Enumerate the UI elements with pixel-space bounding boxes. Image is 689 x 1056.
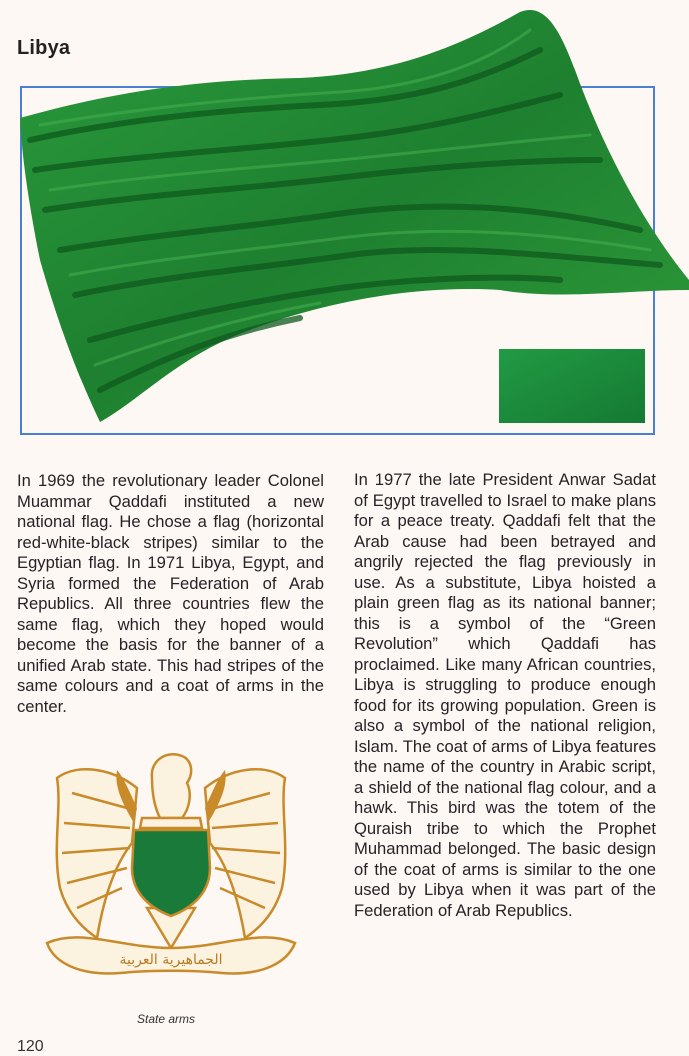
arms-scroll-inscription: الجماهيرية العربية (119, 952, 223, 968)
left-column-text: In 1969 the revolutionary leader Colonel Muammar Qaddafi instituted a new national flag. He chose a flag (horizontal red-white-black stripes) similar to the Egyptian flag. In 1971 Libya, Egypt, and Syria formed the Federation of Arab Republics. All three countries flew the same flag, which they hoped would become the basis for the banner of a unified Arab state. This had stripes of the same colours and a coat of arms in the center. (17, 471, 324, 716)
state-arms-emblem (42, 748, 300, 978)
waving-flag-illustration (0, 0, 689, 440)
page-number: 120 (17, 1038, 44, 1055)
colour-swatch (499, 349, 645, 423)
arms-caption: State arms (137, 1012, 196, 1026)
right-column-text: In 1977 the late President Anwar Sadat of Egypt travelled to Israel to make plans for a peace treaty. Qaddafi felt that the Arab cause had been betrayed and angrily rejected the flag previously in use. As a substitute, Libya hoisted a plain green flag as its national banner; this is a symbol of the “Green Revolution” which Qaddafi has proclaimed. Like many African countries, Libya is struggling to produce enough food for its growing population. Green is also a symbol of the national religion, Islam. The coat of arms of Libya features the name of the country in Arabic script, a shield of the national flag colour, and a hawk. This bird was the totem of the Quraish tribe to which the Prophet Muhammad belonged. The basic design of the coat of arms is similar to the one used by Libya when it was part of the Federation of Arab Republics. (354, 470, 656, 920)
page-title: Libya (17, 37, 71, 59)
